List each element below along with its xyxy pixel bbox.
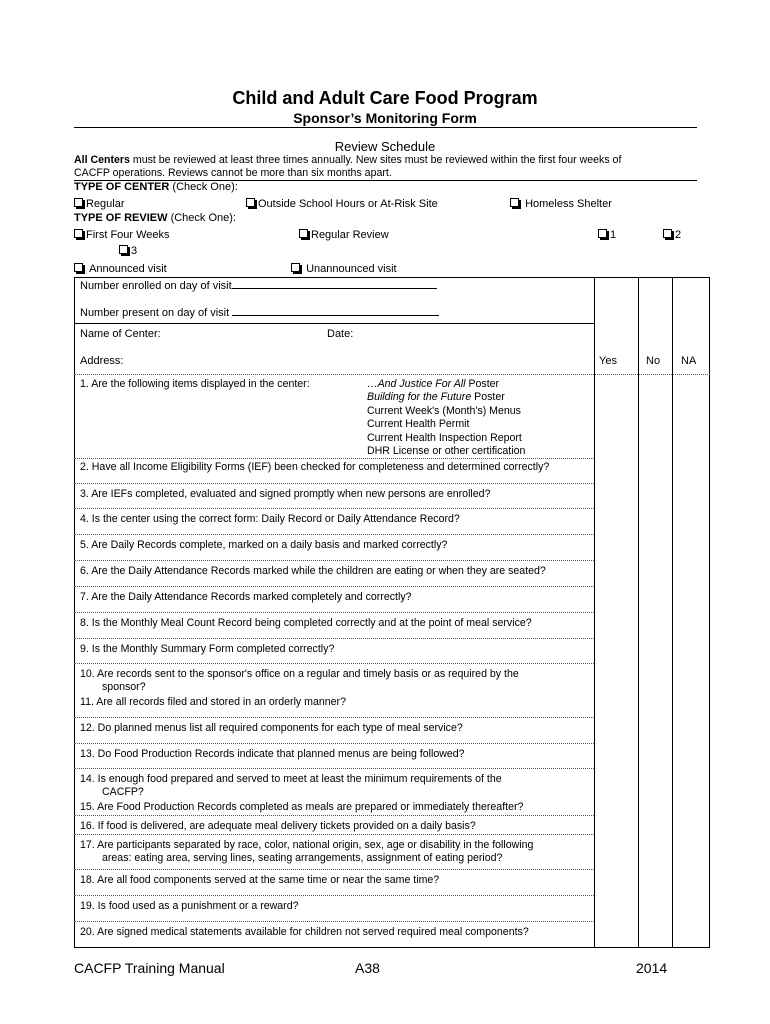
question-text: 12. Do planned menus list all required components for each type of meal service? <box>80 722 463 734</box>
intro-line1: must be reviewed at least three times annually. New sites must be reviewed within the first four weeks of <box>129 154 622 166</box>
row-divider <box>74 815 594 816</box>
question-9 <box>80 643 590 656</box>
intro-bold-lead: All Centers <box>74 154 130 166</box>
visit-option-unannounced[interactable]: Unannounced visit <box>291 263 397 275</box>
address-field[interactable]: Address: <box>80 355 124 367</box>
question-17 <box>80 839 590 865</box>
header-divider <box>74 374 710 375</box>
checkbox-icon[interactable] <box>246 198 255 207</box>
question-10 <box>80 668 590 694</box>
question-4 <box>80 513 590 526</box>
row-divider <box>74 895 594 896</box>
center-option-outside-school[interactable]: Outside School Hours or At-Risk Site <box>246 198 438 210</box>
question-1: 1. Are the following items displayed in the center: <box>80 378 310 390</box>
title-rule <box>74 127 697 128</box>
checkbox-icon[interactable] <box>74 198 83 207</box>
row-divider <box>74 638 594 639</box>
review-option-3[interactable]: 3 <box>119 245 137 257</box>
question-text-continued: sponsor? <box>102 681 146 693</box>
question-text: 4. Is the center using the correct form: Daily Record or Daily Attendance Record? <box>80 513 460 525</box>
question-text: 5. Are Daily Records complete, marked on a daily basis and marked correctly? <box>80 539 448 551</box>
question-text: 2. Have all Income Eligibility Forms (IEF) been checked for completeness and determined correctly? <box>80 461 550 473</box>
review-option-2[interactable]: 2 <box>663 229 681 241</box>
checkbox-icon[interactable] <box>74 263 83 272</box>
question-text: 13. Do Food Production Records indicate that planned menus are being followed? <box>80 748 465 760</box>
question-5 <box>80 539 590 552</box>
row-divider <box>74 323 594 324</box>
column-header-yes: Yes <box>599 355 617 367</box>
present-input-line[interactable] <box>232 305 439 316</box>
enrolled-input-line[interactable] <box>232 278 437 289</box>
question-text: 19. Is food used as a punishment or a reward? <box>80 900 299 912</box>
question-text: 10. Are records sent to the sponsor's office on a regular and timely basis or as required by the <box>80 668 519 680</box>
checkbox-icon[interactable] <box>598 229 607 238</box>
question-14 <box>80 773 590 799</box>
question-20 <box>80 926 590 939</box>
footer-page-number: A38 <box>355 960 380 976</box>
row-divider <box>74 869 594 870</box>
question-text: 14. Is enough food prepared and served to meet at least the minimum requirements of the <box>80 773 502 785</box>
type-of-review-label: TYPE OF REVIEW (Check One): <box>74 212 236 224</box>
column-divider-na <box>672 277 673 948</box>
enrolled-field[interactable]: Number enrolled on day of visit <box>80 278 437 292</box>
row-divider <box>74 560 594 561</box>
row-divider <box>74 768 594 769</box>
question-15 <box>80 801 590 814</box>
type-of-center-label: TYPE OF CENTER (Check One): <box>74 181 238 193</box>
form-subtitle: Sponsor’s Monitoring Form <box>293 110 477 126</box>
question-text: 18. Are all food components served at the same time or near the same time? <box>80 874 440 886</box>
row-divider <box>74 834 594 835</box>
column-divider-no <box>638 277 639 948</box>
checkbox-icon[interactable] <box>299 229 308 238</box>
intro-paragraph <box>74 154 694 180</box>
question-13 <box>80 748 590 761</box>
question-11 <box>80 696 590 709</box>
footer-year: 2014 <box>636 960 668 976</box>
poster-list <box>367 378 525 458</box>
question-text: 9. Is the Monthly Summary Form completed correctly? <box>80 643 335 655</box>
row-divider <box>74 586 594 587</box>
question-18 <box>80 874 590 887</box>
checkbox-icon[interactable] <box>663 229 672 238</box>
row-divider <box>74 483 594 484</box>
checkbox-icon[interactable] <box>510 198 519 207</box>
review-option-1[interactable]: 1 <box>598 229 616 241</box>
poster-item: Current Health Permit <box>367 418 470 431</box>
question-text-continued: areas: eating area, serving lines, seating arrangements, assignment of eating period? <box>102 852 503 864</box>
column-header-no: No <box>646 355 661 367</box>
row-divider <box>74 663 594 664</box>
review-option-first-four-weeks[interactable]: First Four Weeks <box>74 229 170 241</box>
poster-item: DHR License or other certification <box>367 445 526 458</box>
column-divider-yes <box>594 277 595 948</box>
poster-item: Current Health Inspection Report <box>367 431 522 444</box>
review-option-regular-review[interactable]: Regular Review <box>299 229 389 241</box>
checkbox-icon[interactable] <box>74 229 83 238</box>
checkbox-icon[interactable] <box>119 245 128 254</box>
question-text: 8. Is the Monthly Meal Count Record being completed correctly and at the point of meal service? <box>80 617 532 629</box>
question-19 <box>80 900 590 913</box>
intro-line2: CACFP operations. Reviews cannot be more than six months apart. <box>74 167 392 179</box>
question-text: 17. Are participants separated by race, color, national origin, sex, age or disability in the following <box>80 839 534 851</box>
question-text: 7. Are the Daily Attendance Records marked completely and correctly? <box>80 591 412 603</box>
row-divider <box>74 508 594 509</box>
center-option-homeless-shelter[interactable]: Homeless Shelter <box>510 198 612 210</box>
question-6 <box>80 565 590 578</box>
center-option-regular[interactable]: Regular <box>74 198 125 210</box>
visit-option-announced[interactable]: Announced visit <box>74 263 167 275</box>
question-text: 6. Are the Daily Attendance Records marked while the children are eating or when they are seated? <box>80 565 546 577</box>
question-8 <box>80 617 590 630</box>
question-text: 20. Are signed medical statements available for children not served required meal components? <box>80 926 529 938</box>
row-divider <box>74 458 594 459</box>
question-text-continued: CACFP? <box>102 786 144 798</box>
row-divider <box>74 743 594 744</box>
question-text: 11. Are all records filed and stored in an orderly manner? <box>80 696 346 708</box>
column-header-na: NA <box>681 355 697 367</box>
question-7 <box>80 591 590 604</box>
form-title: Child and Adult Care Food Program <box>232 88 538 108</box>
question-12 <box>80 722 590 735</box>
center-name-field[interactable]: Name of Center: <box>80 328 161 340</box>
present-field[interactable]: Number present on day of visit <box>80 305 439 319</box>
question-2 <box>80 461 590 474</box>
question-text: 3. Are IEFs completed, evaluated and signed promptly when new persons are enrolled? <box>80 488 491 500</box>
date-field[interactable]: Date: <box>327 328 354 340</box>
question-text: 15. Are Food Production Records completed as meals are prepared or immediately thereafter? <box>80 801 524 813</box>
row-divider <box>74 612 594 613</box>
row-divider <box>74 921 594 922</box>
row-divider <box>74 534 594 535</box>
question-3 <box>80 488 590 501</box>
checkbox-icon[interactable] <box>291 263 300 272</box>
question-text: 16. If food is delivered, are adequate meal delivery tickets provided on a daily basis? <box>80 820 476 832</box>
poster-item: Current Week's (Month's) Menus <box>367 404 521 417</box>
footer-manual-title: CACFP Training Manual <box>74 960 225 976</box>
poster-item: …And Justice For All Poster <box>367 378 500 390</box>
row-divider <box>74 717 594 718</box>
review-schedule-heading: Review Schedule <box>334 139 436 154</box>
poster-item: Building for the Future Poster <box>367 391 505 404</box>
question-16 <box>80 820 590 833</box>
